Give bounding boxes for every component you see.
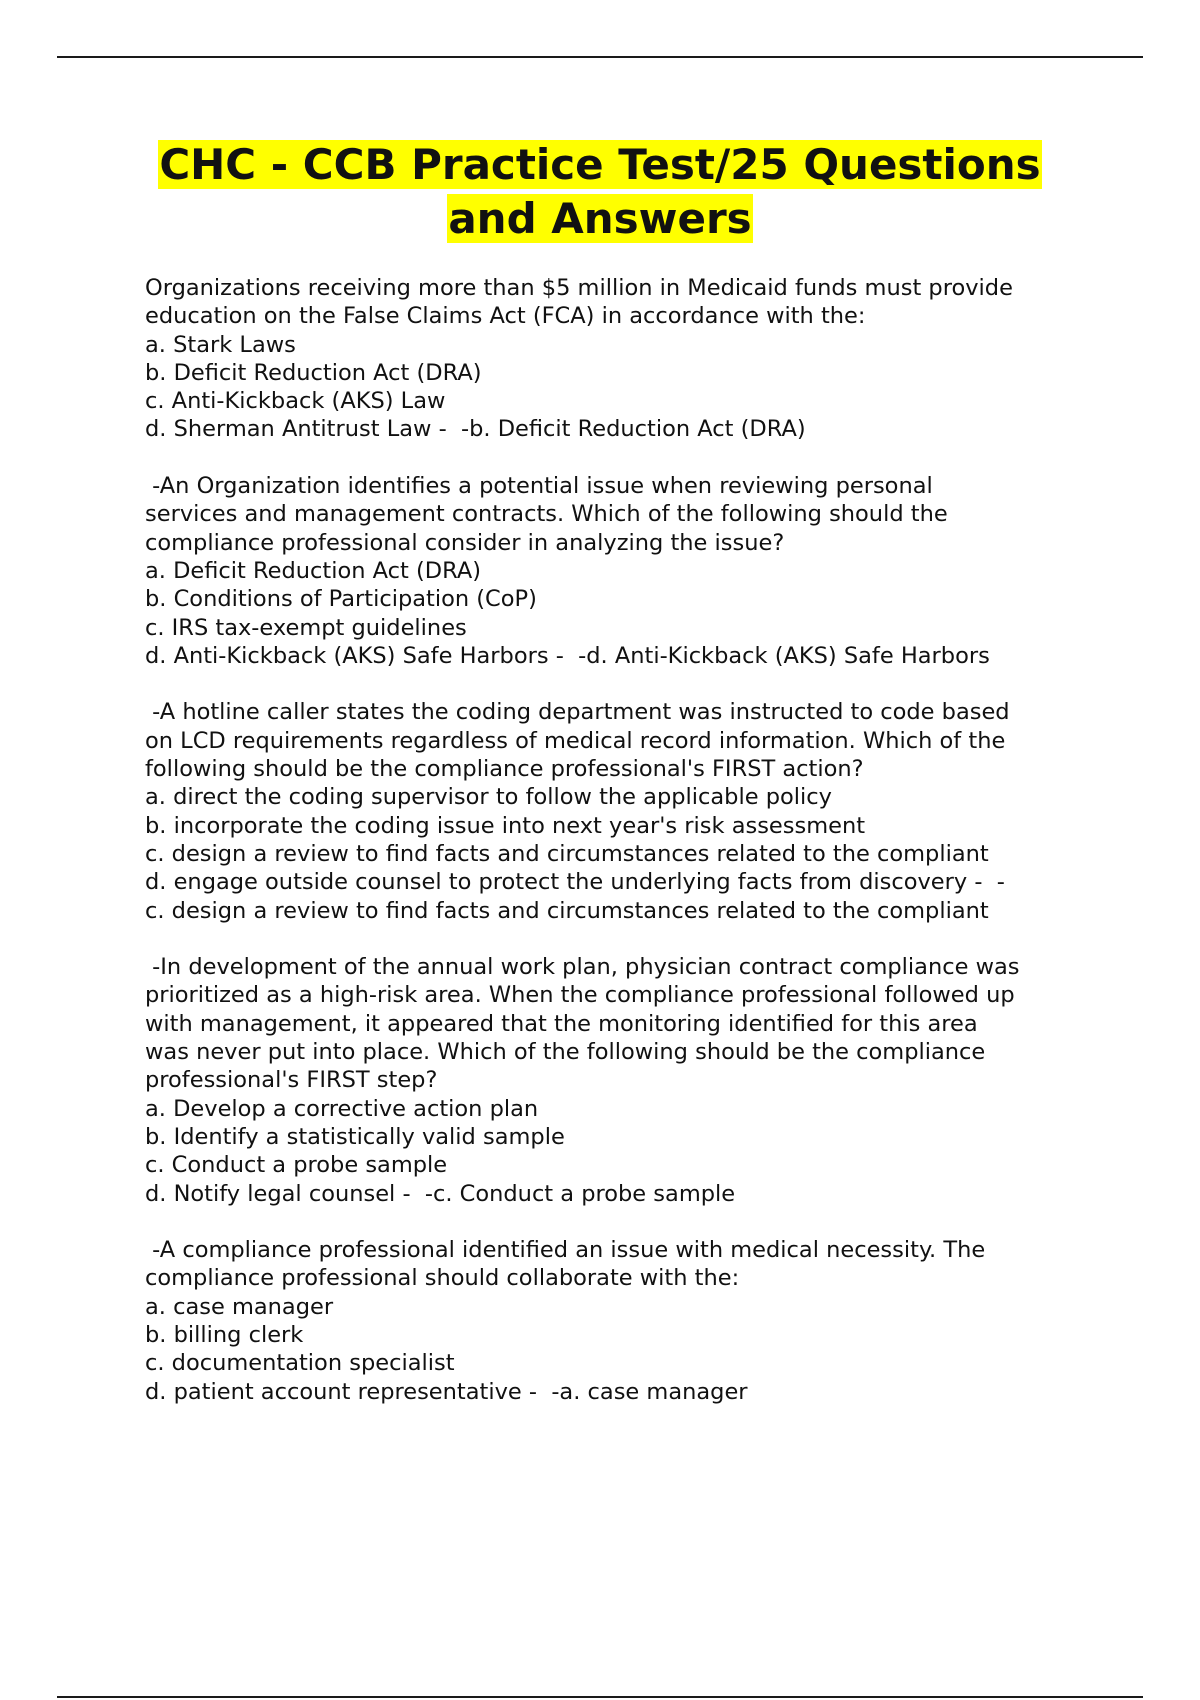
answer-option: b. billing clerk [145,1321,304,1348]
question-text-line: on LCD requirements regardless of medical record information. Which of the [145,727,1006,754]
question-text-line: following should be the compliance professional's FIRST action? [145,756,864,783]
question-text-line: education on the False Claims Act (FCA) in accordance with the: [145,303,866,330]
question-block-1 [145,274,1105,444]
answer-option: c. documentation specialist [145,1350,455,1377]
question-block-4 [145,953,1105,1208]
answer-line: c. design a review to find facts and circumstances related to the compliant [145,897,989,924]
question-text-line: services and management contracts. Which of the following should the [145,501,948,528]
question-text-line: compliance professional should collaborate with the: [145,1265,740,1292]
bottom-rule [57,1696,1143,1698]
question-text-line: compliance professional consider in analyzing the issue? [145,529,785,556]
answer-option: b. Deficit Reduction Act (DRA) [145,359,482,386]
answer-option: c. Anti-Kickback (AKS) Law [145,388,446,415]
answer-option: c. design a review to find facts and circumstances related to the compliant [145,840,989,867]
page-title [0,138,1200,246]
answer-option-with-answer: d. Anti-Kickback (AKS) Safe Harbors - -d. Anti-Kickback (AKS) Safe Harbors [145,642,990,669]
answer-option: c. Conduct a probe sample [145,1152,448,1179]
answer-option-with-answer: d. patient account representative - -a. case manager [145,1378,748,1405]
answer-option: a. Stark Laws [145,331,296,358]
answer-option: a. case manager [145,1293,334,1320]
answer-option: b. Conditions of Participation (CoP) [145,586,537,613]
question-block-2 [145,472,1105,670]
answer-option-with-answer: d. Notify legal counsel - -c. Conduct a probe sample [145,1180,736,1207]
answer-option: b. incorporate the coding issue into next year's risk assessment [145,812,866,839]
answer-option: a. direct the coding supervisor to follow the applicable policy [145,784,832,811]
top-rule [57,56,1143,58]
question-text-line: professional's FIRST step? [145,1067,438,1094]
document-title [0,138,1200,246]
answer-option: c. IRS tax-exempt guidelines [145,614,467,641]
question-text-line: with management, it appeared that the monitoring identified for this area [145,1010,978,1037]
answer-option-with-answer: d. Sherman Antitrust Law - -b. Deficit Reduction Act (DRA) [145,416,806,443]
question-block-5 [145,1236,1105,1406]
answer-option: a. Develop a corrective action plan [145,1095,539,1122]
answer-option: b. Identify a statistically valid sample [145,1123,565,1150]
question-text-line: -In development of the annual work plan, physician contract compliance was [145,954,1020,981]
question-text-line: -A hotline caller states the coding department was instructed to code based [145,699,1010,726]
question-text-line: -A compliance professional identified an issue with medical necessity. The [145,1237,986,1264]
question-text-line: prioritized as a high-risk area. When the compliance professional followed up [145,982,1015,1009]
title-line-2: and Answers [448,194,752,243]
question-text-line: Organizations receiving more than $5 million in Medicaid funds must provide [145,275,1013,301]
answer-option: a. Deficit Reduction Act (DRA) [145,557,481,584]
answer-option: d. engage outside counsel to protect the underlying facts from discovery - - [145,869,1005,896]
questions-body [145,274,1105,1434]
question-text-line: -An Organization identifies a potential issue when reviewing personal [145,473,933,500]
title-line-1: CHC - CCB Practice Test/25 Questions [159,140,1041,189]
question-block-3 [145,698,1105,924]
question-text-line: was never put into place. Which of the following should be the compliance [145,1039,986,1066]
